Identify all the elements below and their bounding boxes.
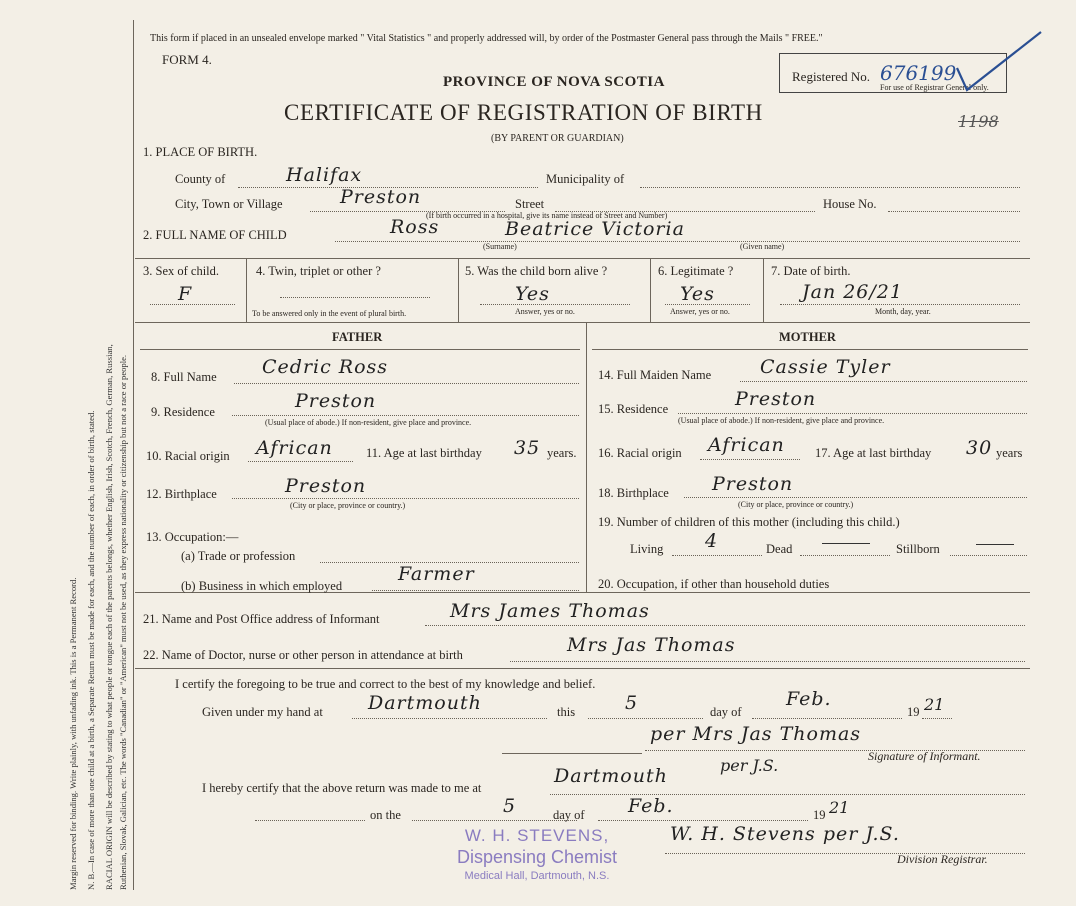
doctor-line xyxy=(510,661,1025,662)
registrar-label: Division Registrar. xyxy=(897,852,988,866)
return-place: Dartmouth xyxy=(554,765,668,787)
mother-residence-value: Preston xyxy=(735,388,817,410)
stamp-line-3: Medical Hall, Dartmouth, N.S. xyxy=(464,870,610,882)
return-place-line xyxy=(550,794,1025,795)
mother-race-value: African xyxy=(708,434,785,456)
details-bottom-rule xyxy=(135,322,1030,323)
province-heading: PROVINCE OF NOVA SCOTIA xyxy=(443,74,665,90)
alive-value: Yes xyxy=(515,283,550,305)
mother-age-label: 17. Age at last birthday xyxy=(815,446,932,460)
legitimate-note: Answer, yes or no. xyxy=(670,307,730,316)
sex-value: F xyxy=(178,283,193,305)
details-top-rule xyxy=(135,258,1030,259)
return-day: 5 xyxy=(503,795,517,817)
father-occupation-label: 13. Occupation:— xyxy=(146,530,239,544)
father-birthplace-value: Preston xyxy=(285,475,367,497)
margin-note-racial-origin-2: Ruthenian, Slovak, Galician, etc. The words "Canadian" or "American" must not be used, as they express nationality or citizenship but not a race or people. xyxy=(118,354,128,890)
mother-birthplace-note: (City or place, province or country.) xyxy=(738,500,854,509)
legitimate-line xyxy=(665,304,750,305)
father-age-label: 11. Age at last birthday xyxy=(366,446,482,460)
living-value: 4 xyxy=(705,530,719,552)
stillborn-dash xyxy=(976,544,1014,545)
certify-top-rule xyxy=(135,668,1030,669)
living-line xyxy=(672,555,762,556)
parents-divider xyxy=(586,322,587,592)
on-the-lead-line xyxy=(255,820,365,821)
details-divider-4 xyxy=(763,258,764,322)
father-business-label: (b) Business in which employed xyxy=(181,579,343,593)
birth-date-label: 7. Date of birth. xyxy=(771,264,851,278)
doctor-label: 22. Name of Doctor, nurse or other person in attendance at birth xyxy=(143,648,463,662)
informant-label: 21. Name and Post Office address of Informant xyxy=(143,612,380,626)
father-birthplace-label: 12. Birthplace xyxy=(146,487,217,501)
stillborn-line xyxy=(950,555,1027,556)
informant-value: Mrs James Thomas xyxy=(450,600,650,622)
father-residence-line xyxy=(232,415,579,416)
mother-age-unit: years xyxy=(996,446,1023,460)
birth-date-line xyxy=(780,304,1020,305)
given-place: Dartmouth xyxy=(368,692,482,714)
father-age-value: 35 xyxy=(514,437,541,459)
informant-signature-label: Signature of Informant. xyxy=(868,749,981,763)
return-year: 21 xyxy=(829,798,850,817)
sex-line xyxy=(150,304,235,305)
dead-line xyxy=(800,555,890,556)
this-label: this xyxy=(557,705,576,719)
mother-name-label: 14. Full Maiden Name xyxy=(598,368,712,382)
alive-label: 5. Was the child born alive ? xyxy=(465,264,608,278)
father-residence-label: 9. Residence xyxy=(151,405,215,419)
municipality-line xyxy=(640,187,1020,188)
mother-children-label: 19. Number of children of this mother (including this child.) xyxy=(598,515,900,529)
birth-date-note: Month, day, year. xyxy=(875,307,931,316)
return-year-prefix: 19 xyxy=(813,808,826,822)
mail-notice: This form if placed in an unsealed envelope marked " Vital Statistics " and properly addressed will, by order of the Postmaster General pass through the Mails " FREE." xyxy=(150,33,823,44)
surname-note: (Surname) xyxy=(483,242,517,251)
mother-race-label: 16. Racial origin xyxy=(598,446,682,460)
certificate-subtitle: (BY PARENT OR GUARDIAN) xyxy=(491,133,624,144)
father-name-line xyxy=(234,383,579,384)
living-label: Living xyxy=(630,542,664,556)
margin-divider xyxy=(133,20,134,890)
doctor-value: Mrs Jas Thomas xyxy=(567,634,736,656)
child-name-label: 2. FULL NAME OF CHILD xyxy=(143,228,287,242)
alive-note: Answer, yes or no. xyxy=(515,307,575,316)
father-race-value: African xyxy=(256,437,333,459)
mother-residence-label: 15. Residence xyxy=(598,402,669,416)
father-heading-rule xyxy=(140,349,580,350)
margin-note-racial-origin-1: RACIAL ORIGIN will be described by stating to what people or tongue each of the parents belongs, whether English, Irish, Scotch, French, German, Russian, xyxy=(104,344,114,890)
given-name-note: (Given name) xyxy=(740,242,785,251)
father-birthplace-line xyxy=(232,498,579,499)
city-value: Preston xyxy=(340,186,422,208)
details-divider-3 xyxy=(650,258,651,322)
place-of-birth-label: 1. PLACE OF BIRTH. xyxy=(143,145,258,159)
legitimate-label: 6. Legitimate ? xyxy=(658,264,734,278)
on-the-label: on the xyxy=(370,808,401,822)
stamp-line-1: W. H. STEVENS, xyxy=(464,826,610,845)
given-year-line xyxy=(922,718,952,719)
legitimate-value: Yes xyxy=(680,283,715,305)
dead-label: Dead xyxy=(766,542,793,556)
mother-residence-note: (Usual place of abode.) If non-resident, give place and province. xyxy=(678,416,885,425)
pharmacy-stamp xyxy=(432,826,642,882)
margin-note-multiple-birth: N. B.—In case of more than one child at a birth, a Separate Return must be made for each, and the number of each, in order of birth, stated. xyxy=(86,410,96,890)
twin-note: To be answered only in the event of plural birth. xyxy=(252,309,407,318)
birth-date-value: Jan 26/21 xyxy=(802,281,903,303)
child-name-line xyxy=(335,241,1020,242)
registrar-signature: W. H. Stevens per J.S. xyxy=(670,823,900,845)
father-business-value: Farmer xyxy=(398,563,475,585)
mother-heading-rule xyxy=(592,349,1028,350)
alive-line xyxy=(480,304,630,305)
child-given-name: Beatrice Victoria xyxy=(505,218,685,240)
father-residence-value: Preston xyxy=(295,390,377,412)
county-value: Halifax xyxy=(286,164,363,186)
given-year-prefix: 19 xyxy=(907,705,920,719)
mother-occupation-label: 20. Occupation, if other than household duties xyxy=(598,577,830,591)
child-surname: Ross xyxy=(390,216,440,238)
checkmark-icon xyxy=(955,28,1045,98)
corner-number: 1198 xyxy=(958,112,999,131)
given-label: Given under my hand at xyxy=(202,705,323,719)
father-business-line xyxy=(372,590,579,591)
certificate-title: CERTIFICATE OF REGISTRATION OF BIRTH xyxy=(284,100,763,125)
stillborn-label: Stillborn xyxy=(896,542,940,556)
twin-line xyxy=(280,297,430,298)
return-day-label: day of xyxy=(553,808,585,822)
twin-label: 4. Twin, triplet or other ? xyxy=(256,264,381,278)
given-year: 21 xyxy=(924,695,945,714)
mother-age-value: 30 xyxy=(966,437,993,459)
informant-signature: per Mrs Jas Thomas xyxy=(650,723,862,745)
father-trade-label: (a) Trade or profession xyxy=(181,549,296,563)
informant-sig-rule-left xyxy=(502,753,642,754)
street-label: Street xyxy=(515,197,545,211)
given-month: Feb. xyxy=(786,688,832,710)
house-label: House No. xyxy=(823,197,877,211)
sex-label: 3. Sex of child. xyxy=(143,264,220,278)
city-label: City, Town or Village xyxy=(175,197,283,211)
stamp-line-2: Dispensing Chemist xyxy=(456,847,618,867)
hospital-note: (If birth occurred in a hospital, give its name instead of Street and Number) xyxy=(426,211,668,220)
father-name-label: 8. Full Name xyxy=(151,370,217,384)
father-heading: FATHER xyxy=(332,330,383,344)
municipality-label: Municipality of xyxy=(546,172,625,186)
mother-birthplace-value: Preston xyxy=(712,473,794,495)
father-age-unit: years. xyxy=(547,446,577,460)
form-number: FORM 4. xyxy=(162,52,212,67)
mother-name-value: Cassie Tyler xyxy=(760,356,891,378)
mother-birthplace-label: 18. Birthplace xyxy=(598,486,669,500)
father-birthplace-note: (City or place, province or country.) xyxy=(290,501,406,510)
given-place-line xyxy=(352,718,547,719)
father-name-value: Cedric Ross xyxy=(262,356,389,378)
return-label: I hereby certify that the above return was made to me at xyxy=(202,781,482,795)
given-month-line xyxy=(752,718,902,719)
father-residence-note: (Usual place of abode.) If non-resident, give place and province. xyxy=(265,418,472,427)
given-day: 5 xyxy=(625,692,639,714)
return-initials: per J.S. xyxy=(720,756,779,775)
dead-dash xyxy=(822,543,870,544)
mother-birthplace-line xyxy=(684,497,1027,498)
house-line xyxy=(888,211,1020,212)
informant-line xyxy=(425,625,1025,626)
given-day-line xyxy=(588,718,703,719)
margin-note-binding: Margin reserved for binding. Write plainly, with unfading ink. This is a Permanent Record. xyxy=(68,577,78,890)
details-divider-1 xyxy=(246,258,247,322)
mother-name-line xyxy=(740,381,1027,382)
mother-residence-line xyxy=(678,413,1027,414)
details-divider-2 xyxy=(458,258,459,322)
given-day-label: day of xyxy=(710,705,742,719)
registered-label: Registered No. xyxy=(792,69,870,84)
certify-statement: I certify the foregoing to be true and correct to the best of my knowledge and belief. xyxy=(175,677,596,691)
father-race-label: 10. Racial origin xyxy=(146,449,230,463)
return-month-line xyxy=(598,820,808,821)
registered-number: 676199 xyxy=(880,61,957,85)
county-label: County of xyxy=(175,172,226,186)
mother-heading: MOTHER xyxy=(779,330,836,344)
mother-race-line xyxy=(700,459,800,460)
father-race-line xyxy=(248,461,353,462)
return-month: Feb. xyxy=(628,795,674,817)
registrar-use-note: For use of Registrar General only. xyxy=(880,83,989,92)
